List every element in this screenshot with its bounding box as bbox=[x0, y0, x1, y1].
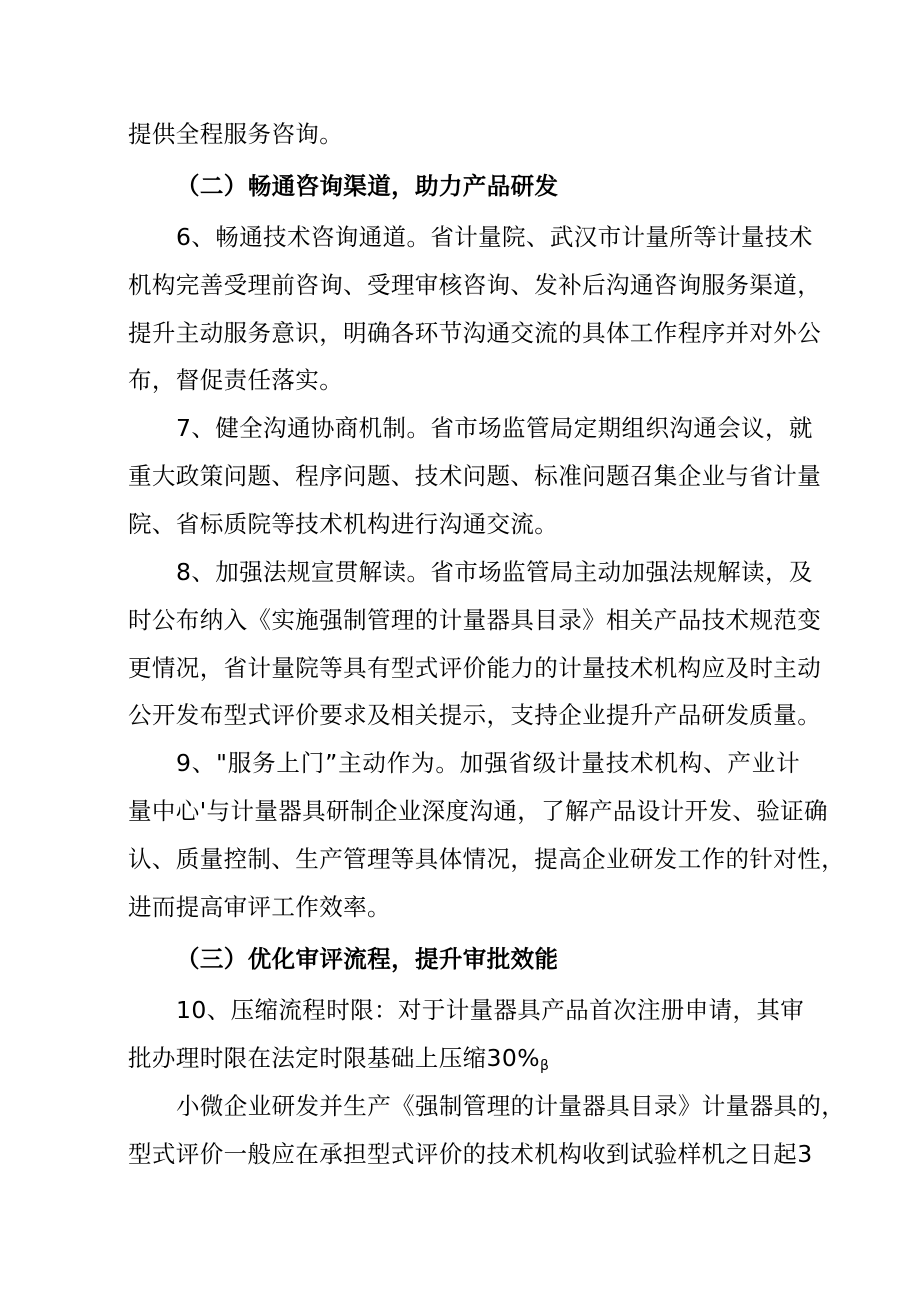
item-6-line-1: 6、畅通技术咨询通道。省计量院、武汉市计量所等计量技术 bbox=[176, 223, 813, 251]
item-8-line-4: 公开发布型式评价要求及相关提示，支持企业提升产品研发质量。 bbox=[128, 701, 822, 729]
small-enterprise-line-2: 型式评价一般应在承担型式评价的技术机构收到试验样机之日起3 bbox=[128, 1140, 813, 1168]
item-7-line-1: 7、健全沟通协商机制。省市场监管局定期组织沟通会议，就 bbox=[176, 414, 813, 442]
section-3-heading: （三）优化审评流程，提升审批效能 bbox=[176, 945, 559, 973]
item-9-line-1: 9、"服务上门”主动作为。加强省级计量技术机构、产业计 bbox=[176, 749, 800, 777]
item-6-line-2: 机构完善受理前咨询、受理审核咨询、发补后沟通咨询服务渠道， bbox=[128, 271, 822, 299]
item-10-line-2-text: 批办理时限在法定时限基础上压缩30% bbox=[128, 1044, 540, 1072]
item-9-line-3: 认、质量控制、生产管理等具体情况，提高企业研发工作的针对性， bbox=[128, 845, 845, 873]
item-8-line-1: 8、加强法规宣贯解读。省市场监管局主动加强法规解读，及 bbox=[176, 558, 813, 586]
item-10-line-2 bbox=[128, 1042, 800, 1074]
item-10-line-2-subscript: β bbox=[539, 1058, 550, 1074]
item-6-line-3: 提升主动服务意识，明确各环节沟通交流的具体工作程序并对外公 bbox=[128, 319, 822, 347]
item-8-line-3: 更情况，省计量院等具有型式评价能力的计量技术机构应及时主动 bbox=[128, 654, 822, 682]
item-7-line-2: 重大政策问题、程序问题、技术问题、标准问题召集企业与省计量 bbox=[128, 462, 822, 490]
section-2-heading: （二）畅通咨询渠道，助力产品研发 bbox=[176, 172, 559, 200]
item-10-line-1: 10、压缩流程时限：对于计量器具产品首次注册申请，其审 bbox=[176, 996, 805, 1024]
item-7-line-3: 院、省标质院等技术机构进行沟通交流。 bbox=[128, 510, 559, 538]
item-9-line-2: 量中心'与计量器具研制企业深度沟通，了解产品设计开发、验证确 bbox=[128, 797, 828, 825]
item-8-line-2: 时公布纳入《实施强制管理的计量器具目录》相关产品技术规范变 bbox=[128, 606, 822, 634]
item-9-line-4: 进而提高审评工作效率。 bbox=[128, 893, 391, 921]
item-6-line-4: 布，督促责任落实。 bbox=[128, 366, 344, 394]
intro-tail-line: 提供全程服务咨询。 bbox=[128, 120, 344, 148]
small-enterprise-line-1: 小微企业研发并生产《强制管理的计量器具目录》计量器具的， bbox=[176, 1092, 846, 1120]
